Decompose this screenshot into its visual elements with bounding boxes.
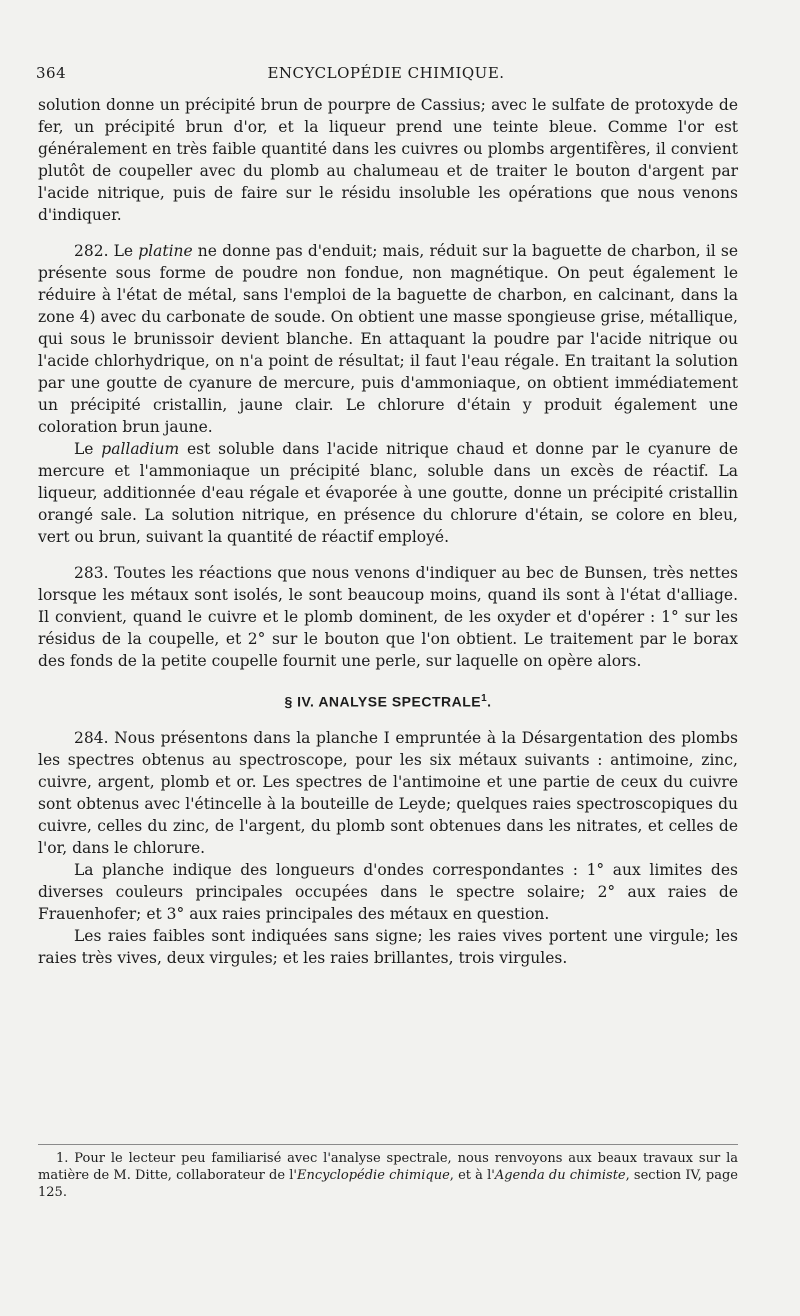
paragraph-284: 284. Nous présentons dans la planche I empruntée à la Désargentation des plombs les spectres obtenus au spectroscope, pour les six métaux suivants : antimoine, zinc, cuivre, argent, plomb et or. Les spectres de l'antimoine et une partie de ceux du cuivre sont obtenus avec l'étincelle à la bouteille de Leyde; quelques raies spectroscopiques du cuivre, celles du zinc, de l'argent, du plomb sont obtenues dans les nitrates, et celles de l'or, dans le chlorure.	[38, 728, 738, 857]
footnote-divider	[38, 1144, 738, 1145]
paragraph-282: 282. Le platine ne donne pas d'enduit; mais, réduit sur la baguette de charbon, il se présente sous forme de poudre non fondue, non magnétique. On peut également le réduire à l'état de métal, sans l'emploi de la baguette de charbon, en calcinant, dans la zone 4) avec du carbonate de soude. On obtient une masse spongieuse grise, métallique, qui sous le brunissoir devient blanche. En attaquant la poudre par l'acide nitrique ou l'acide chlorhydrique, on n'a point de résultat; il faut l'eau régale. En traitant la solution par une goutte de cyanure de mercure, puis d'ammoniaque, on obtient immédiatement un précipité cristallin, jaune clair. Le chlorure d'étain y produit également une coloration brun jaune.	[38, 242, 738, 436]
running-header	[36, 64, 736, 86]
paragraph-planche: La planche indique des longueurs d'ondes correspondantes : 1° aux limites des diverses couleurs principales occupées dans le spectre solaire; 2° aux raies de Frauenhofer; et 3° aux raies principales des métaux en question.	[38, 860, 738, 923]
paragraph-palladium: Le palladium est soluble dans l'acide nitrique chaud et donne par le cyanure de mercure et l'ammoniaque un précipité blanc, soluble dans un excès de réactif. La liqueur, additionnée d'eau régale et évaporée à une goutte, donne un précipité cristallin orangé sale. La solution nitrique, en présence du chlorure d'étain, se colore en bleu, vert ou brun, suivant la quantité de réactif employé.	[38, 440, 738, 546]
main-text	[38, 94, 738, 969]
element-name-palladium: palladium	[101, 440, 180, 458]
page-number: 364	[36, 64, 67, 82]
footnote: 1. Pour le lecteur peu familiarisé avec l'analyse spectrale, nous renvoyons aux beaux travaux sur la matière de M. Ditte, collaborateur de l'Encyclopédie chimique, et à l'Agenda du chimiste, section IV, page 125.	[38, 1151, 738, 1200]
paragraph-number: 284.	[74, 728, 109, 747]
paragraph-283: 283. Toutes les réactions que nous venons d'indiquer au bec de Bunsen, très nettes lorsque les métaux sont isolés, le sont beaucoup moins, quand ils sont à l'état d'alliage. Il convient, quand le cuivre et le plomb dominent, de les oxyder et d'opérer : 1° sur les résidus de la coupelle, et 2° sur le bouton que l'on obtient. Le traitement par le borax des fonds de la petite coupelle fournit une perle, sur laquelle on opère alors.	[38, 564, 738, 670]
section-heading: § IV. ANALYSE SPECTRALE$^1$.	[284, 693, 492, 710]
paragraph-raies: Les raies faibles sont indiquées sans signe; les raies vives portent une virgule; les raies très vives, deux virgules; et les raies brillantes, trois virgules.	[38, 926, 738, 967]
paragraph-gold-continued: solution donne un précipité brun de pourpre de Cassius; avec le sulfate de protoxyde de fer, un précipité brun d'or, et la liqueur prend une teinte bleue. Comme l'or est généralement en très faible quantité dans les cuivres ou plombs argentifères, il convient plutôt de coupeller avec du plomb au chalumeau et de traiter le bouton d'argent par l'acide nitrique, puis de faire sur le résidu insoluble les opérations que nous venons d'indiquer.	[38, 96, 738, 224]
element-name-platine: platine	[138, 242, 193, 260]
paragraph-number: 282.	[74, 242, 109, 260]
footnote-marker: 1	[481, 693, 488, 704]
running-title: ENCYCLOPÉDIE CHIMIQUE.	[267, 64, 505, 82]
paragraph-number: 283.	[74, 564, 109, 582]
